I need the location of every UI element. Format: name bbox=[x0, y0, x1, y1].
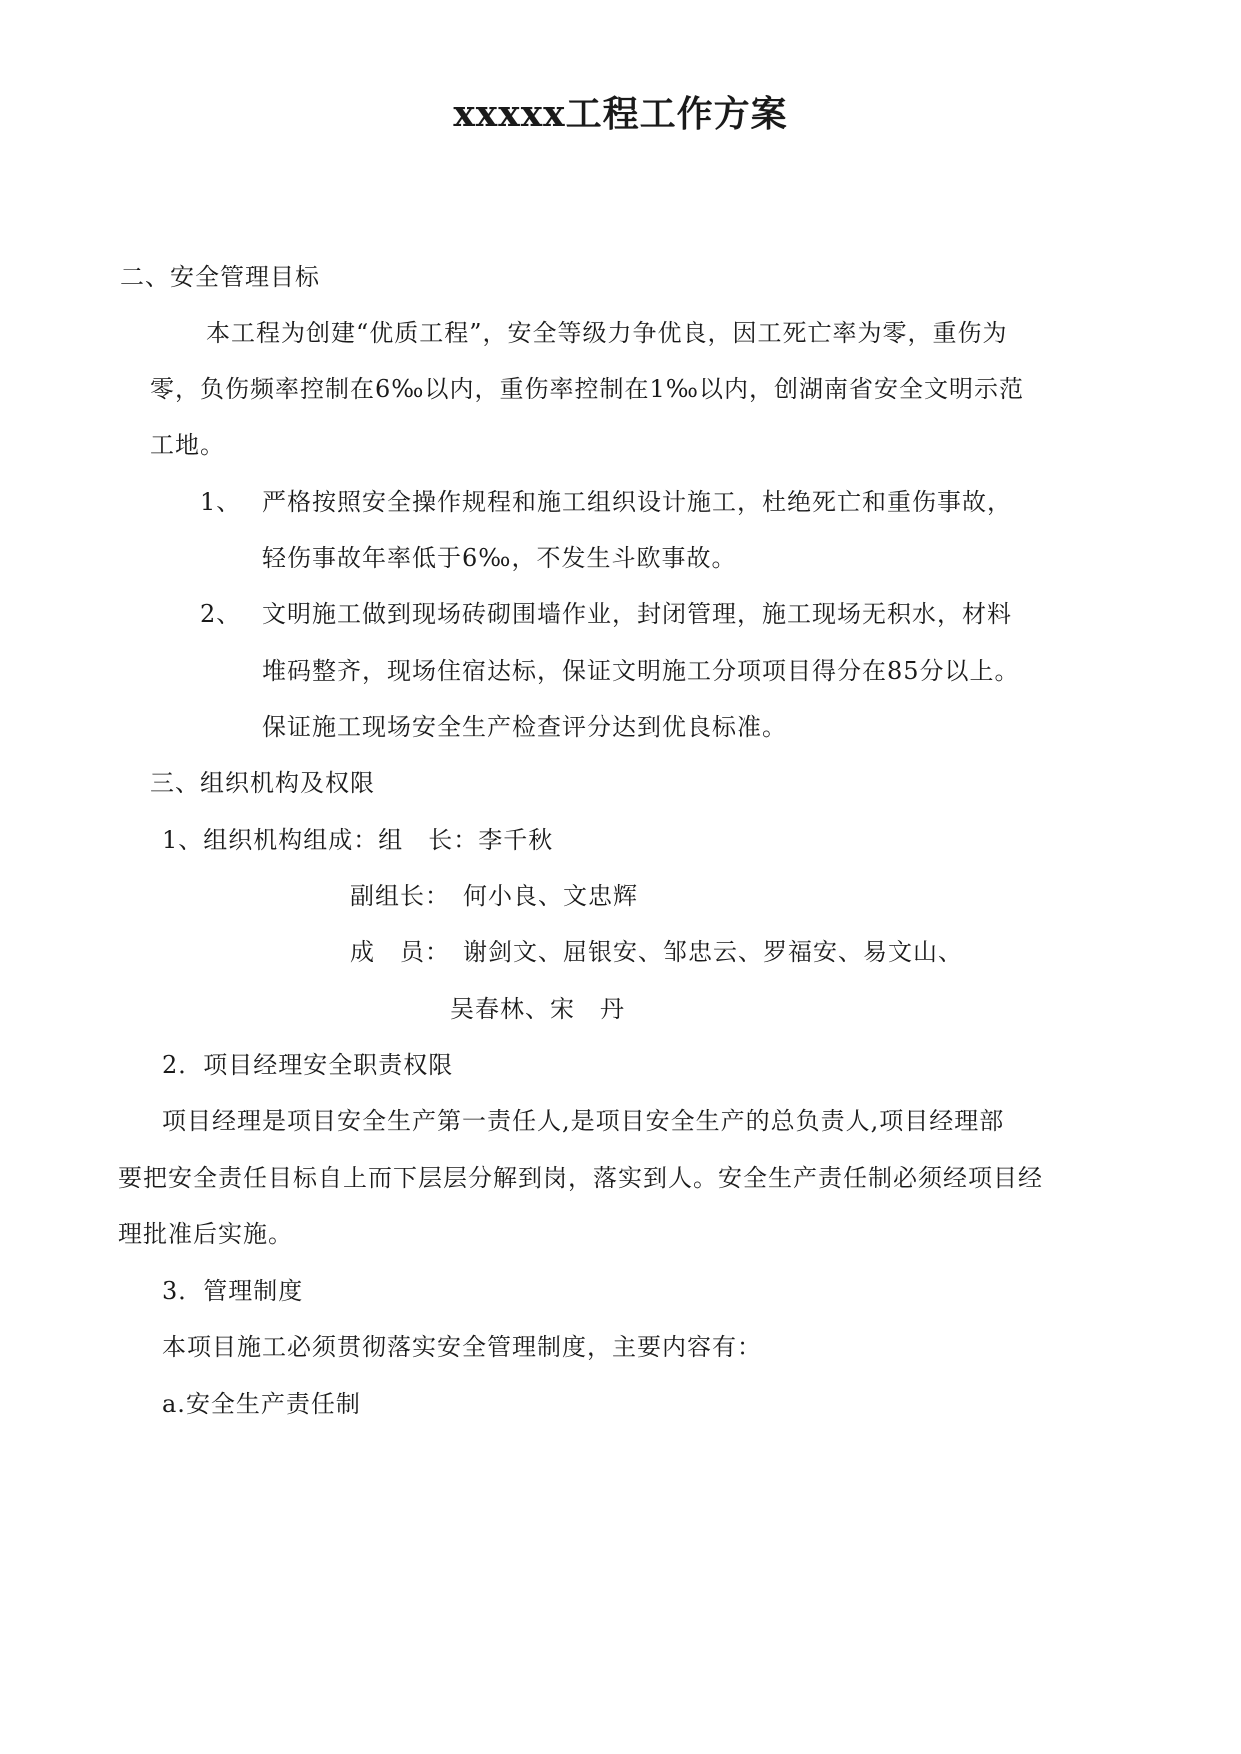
org-members-line: 吴春林、宋 丹 bbox=[450, 995, 625, 1023]
org-leader-line: 1、组织机构组成：组 长：李千秋 bbox=[162, 826, 554, 854]
paragraph-line: 项目经理是项目安全生产第一责任人,是项目安全生产的总负责人,项目经理部 bbox=[162, 1107, 1005, 1135]
list-marker: 2、 bbox=[200, 600, 242, 628]
section-heading-safety-goal: 二、安全管理目标 bbox=[120, 263, 320, 291]
paragraph-line: 工地。 bbox=[150, 431, 225, 459]
list-item-line: 严格按照安全操作规程和施工组织设计施工，杜绝死亡和重伤事故， bbox=[262, 488, 1012, 516]
paragraph-line: 本工程为创建“优质工程”，安全等级力争优良，因工死亡率为零，重伤为 bbox=[206, 319, 1008, 347]
paragraph-line: 要把安全责任目标自上而下层层分解到岗，落实到人。安全生产责任制必须经项目经 bbox=[118, 1164, 1043, 1192]
org-deputy-line: 副组长： 何小良、文忠辉 bbox=[350, 882, 638, 910]
list-item-line: 保证施工现场安全生产检查评分达到优良标准。 bbox=[262, 713, 787, 741]
list-item-line: 堆码整齐，现场住宿达标，保证文明施工分项项目得分在85分以上。 bbox=[262, 657, 1020, 685]
subsection-heading-pm-duties: 2．项目经理安全职责权限 bbox=[162, 1051, 454, 1079]
list-item-line: 文明施工做到现场砖砌围墙作业，封闭管理，施工现场无积水，材料 bbox=[262, 600, 1012, 628]
section-heading-organization: 三、组织机构及权限 bbox=[150, 769, 375, 797]
org-members-line: 成 员： 谢剑文、屈银安、邹忠云、罗福安、易文山、 bbox=[350, 938, 963, 966]
list-marker: 1、 bbox=[200, 488, 242, 516]
page-title: xxxxx工程工作方案 bbox=[453, 93, 788, 135]
paragraph-line: 零，负伤频率控制在6‰以内，重伤率控制在1‰以内，创湖南省安全文明示范 bbox=[150, 375, 1024, 403]
paragraph-line: 理批准后实施。 bbox=[118, 1220, 293, 1248]
list-item-line: 轻伤事故年率低于6‰，不发生斗欧事故。 bbox=[262, 544, 737, 572]
list-item-line: a.安全生产责任制 bbox=[162, 1390, 361, 1418]
paragraph-line: 本项目施工必须贯彻落实安全管理制度，主要内容有： bbox=[162, 1333, 762, 1361]
subsection-heading-management-system: 3．管理制度 bbox=[162, 1277, 304, 1305]
